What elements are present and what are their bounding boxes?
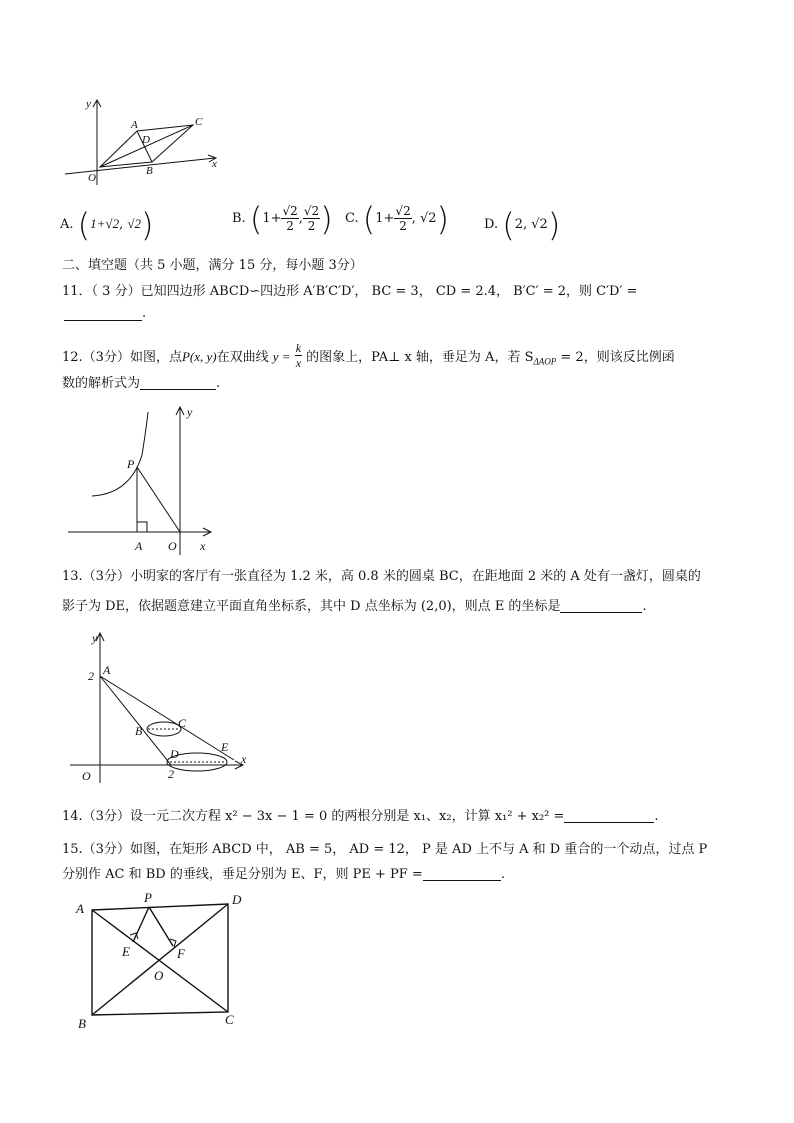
x-axis-label: x — [212, 158, 217, 170]
point-c-label: C — [178, 716, 187, 730]
q11-text: 11．（ 3 分）已知四边形 ABCD∽四边形 A′B′C′D′， BC = 3， CD = 2.4， B′C′ = 2，则 C′D′ = — [62, 284, 638, 299]
point-o-label: O — [88, 172, 96, 184]
q15-line1: 15.（3分）如图，在矩形 ABCD 中， AB = 5， AD = 12， P 是 AD 上不与 A 和 D 重合的一个动点，过点 P — [62, 842, 708, 857]
y-axis-label: y — [86, 98, 91, 110]
option-d[interactable]: D. (2, √2) — [484, 206, 561, 244]
point-f-label: F — [177, 946, 185, 961]
option-a[interactable]: A. (1+√2, √2) — [60, 206, 154, 244]
y-axis-label: y — [92, 631, 98, 645]
q12-line2: 数的解析式为 . — [62, 376, 221, 391]
point-d-label: D — [170, 747, 179, 761]
option-c[interactable]: C. (1+ $\frac{√2}{2}$ , √2) — [345, 200, 450, 238]
section-heading: 二、填空题（共 5 小题，满分 15 分，每小题 3分） — [62, 258, 363, 273]
point-p-label: P — [144, 890, 152, 905]
y-tick-2: 2 — [88, 669, 94, 683]
ray-ad — [100, 676, 171, 765]
q13-line1: 13.（3分）小明家的客厅有一张直径为 1.2 米，高 0.8 米的圆桌 BC，在距地面 2 米的 A 处有一盏灯，圆桌的 — [62, 569, 701, 584]
q12-answer-blank[interactable] — [140, 375, 216, 390]
point-a-label: A — [135, 539, 143, 553]
point-o-label: O — [168, 539, 177, 553]
perpendicular-pf — [149, 907, 173, 946]
perpendicular-pe — [133, 907, 149, 942]
point-o-label: O — [82, 769, 91, 783]
q14-answer-blank[interactable] — [564, 808, 654, 823]
point-d-label: D — [232, 892, 242, 907]
q10-figure — [60, 95, 230, 190]
q15-line2: 分别作 AC 和 BD 的垂线，垂足分别为 E、F，则 PE + PF = . — [62, 867, 505, 882]
point-e-label: E — [221, 740, 229, 754]
q14-line: 14.（3分）设一元二次方程 x² − 3x − 1 = 0 的两根分别是 x₁、x₂，计算 x₁² + x₂² = . — [62, 809, 659, 824]
point-d-label: D — [142, 134, 150, 146]
point-b-label: B — [135, 724, 143, 738]
point-b-label: B — [78, 1016, 86, 1031]
right-angle-mark-e — [130, 933, 138, 939]
x-axis-label: x — [241, 752, 247, 766]
point-b-label: B — [146, 165, 153, 177]
q13-figure — [62, 628, 252, 788]
y-axis-label: y — [187, 405, 193, 419]
q12-line1: 12.（3分）如图，点P(x, y)在双曲线 y = $\frac{k}{x}$ 的图象上，PA⊥ x 轴，垂足为 A，若 $S_{\Delta AOP} = 2$，则该反比例函 — [62, 341, 675, 370]
point-c-label: C — [195, 116, 203, 128]
ray-ae — [100, 676, 234, 760]
x-tick-2: 2 — [168, 767, 174, 781]
point-a-label: A — [103, 663, 111, 677]
point-a-label: A — [131, 119, 138, 131]
point-p-label: P — [127, 457, 135, 471]
q15-answer-blank[interactable] — [423, 866, 501, 881]
point-e-label: E — [122, 944, 130, 959]
point-o-label: O — [154, 968, 164, 983]
option-b[interactable]: B. (1+ $\frac{√2}{2}$ , $\frac{√2}{2}$ ) — [232, 200, 333, 238]
diagonal-oc — [100, 125, 193, 167]
right-angle-mark — [137, 522, 147, 532]
q11-period: . — [142, 306, 147, 321]
x-axis-label: x — [200, 539, 206, 553]
q12-figure — [60, 400, 220, 560]
q13-answer-blank[interactable] — [560, 598, 642, 613]
point-c-label: C — [225, 1012, 234, 1027]
point-a-label: A — [76, 901, 84, 916]
q13-line2: 影子为 DE，依据题意建立平面直角坐标系，其中 D 点坐标为 (2,0)，则点 E 的坐标是 . — [62, 599, 647, 614]
q11-answer-blank[interactable] — [64, 305, 142, 321]
hyperbola-branch — [92, 412, 148, 496]
q15-figure — [70, 888, 260, 1033]
diagonal-bd — [92, 904, 228, 1015]
